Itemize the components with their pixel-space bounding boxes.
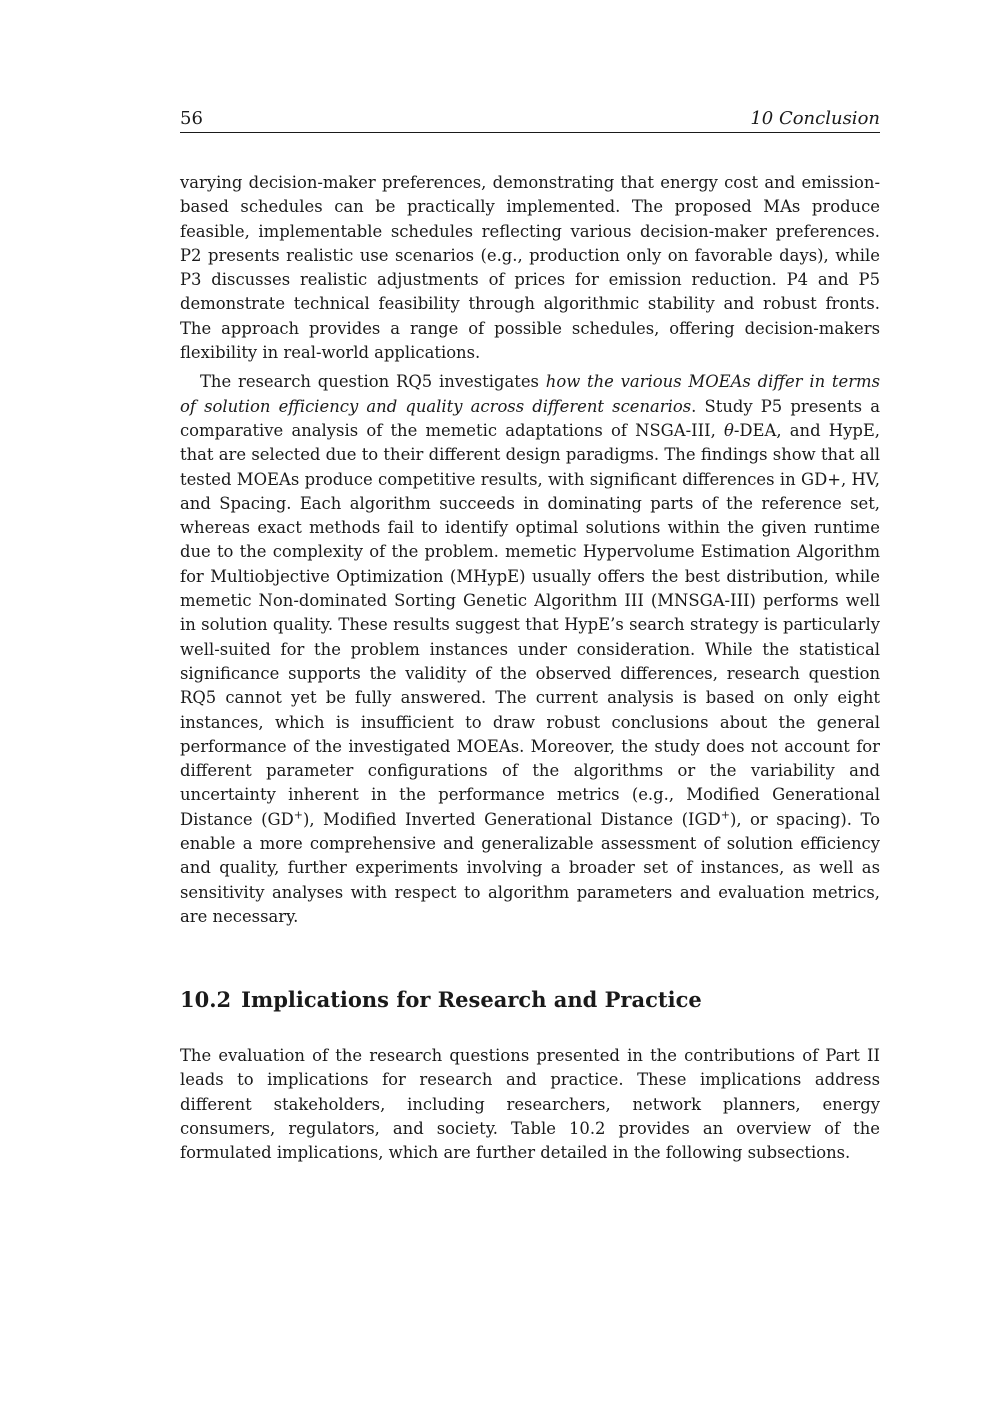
paragraph-rq5: [180, 370, 880, 929]
page-number: 56: [180, 108, 203, 129]
rq5-intro: The research question RQ5 investigates: [200, 372, 546, 392]
section-paragraph: The evaluation of the research questions presented in the contributions of Part II leads to implications for research and practice. These implications address different stakeholders, including researchers, network planners, energy consumers, regulators, and society. Table 10.2 provides an overview of the formulated implications, which are further detailed in the following subsections.: [180, 1046, 880, 1163]
theta-symbol: θ: [723, 420, 734, 440]
body-text: [180, 171, 880, 929]
paragraph-continued: varying decision-maker preferences, demonstrating that energy cost and emission-based schedules can be practically implemented. The proposed MAs produce feasible, implementable schedules reflecting various decision-maker preferences. P2 presents realistic use scenarios (e.g., production only on favorable days), while P3 discusses realistic adjustments of prices for emission reduction. P4 and P5 demonstrate technical feasibility through algorithmic stability and robust fronts. The approach provides a range of possible schedules, offering decision-makers flexibility in real-world applications.: [180, 173, 880, 363]
section-heading: [180, 984, 880, 1016]
rq5-between-sups: ), Modified Inverted Generational Distance (IGD: [302, 809, 721, 829]
running-header: [180, 108, 880, 133]
section-title: Implications for Research and Practice: [241, 987, 702, 1012]
rq5-after-theta: -DEA, and HypE, that are selected due to their different design paradigms. The findings show that all tested MOEAs produce competitive results, with significant differences in GD+, HV, and Spacing. Each algorithm succeeds in dominating parts of the reference set, whereas exact methods fail to identify optimal solutions within the given runtime due to the complexity of the problem. memetic Hypervolume Estimation Algorithm for Multiobjective Optimization (MHypE) usually offers the best distribution, while memetic Non-dominated Sorting Genetic Algorithm III (MNSGA-III) performs well in solution quality. These results suggest that HypE’s search strategy is particularly well-suited for the problem instances under consideration. While the statistical significance supports the validity of the observed differences, research question RQ5 cannot yet be fully answered. The current analysis is based on only eight instances, which is insufficient to draw robust conclusions about the general performance of the investigated MOEAs. Moreover, the study does not account for different parameter configurations of the algorithms or the variability and uncertainty inherent in the performance metrics (e.g., Modified Generational Distance (GD: [180, 420, 880, 829]
rq5-question: how the various MOEAs differ in terms of solution efficiency and quality across different scenarios: [180, 372, 880, 416]
rq5-ending: ), or spacing). To enable a more comprehensive and generalizable assessment of solution efficiency and quality, further experiments involving a broader set of instances, as well as sensitivity analyses with respect to algorithm parameters and evaluation metrics, are necessary.: [180, 809, 881, 926]
section-number: 10.2: [180, 987, 232, 1012]
chapter-title: 10 Conclusion: [750, 108, 880, 129]
gd-plus-superscript: +: [293, 808, 303, 822]
igd-plus-superscript: +: [720, 808, 730, 822]
rq5-after-question: . Study P5 presents a comparative analysis of the memetic adaptations of NSGA-III,: [180, 396, 880, 440]
